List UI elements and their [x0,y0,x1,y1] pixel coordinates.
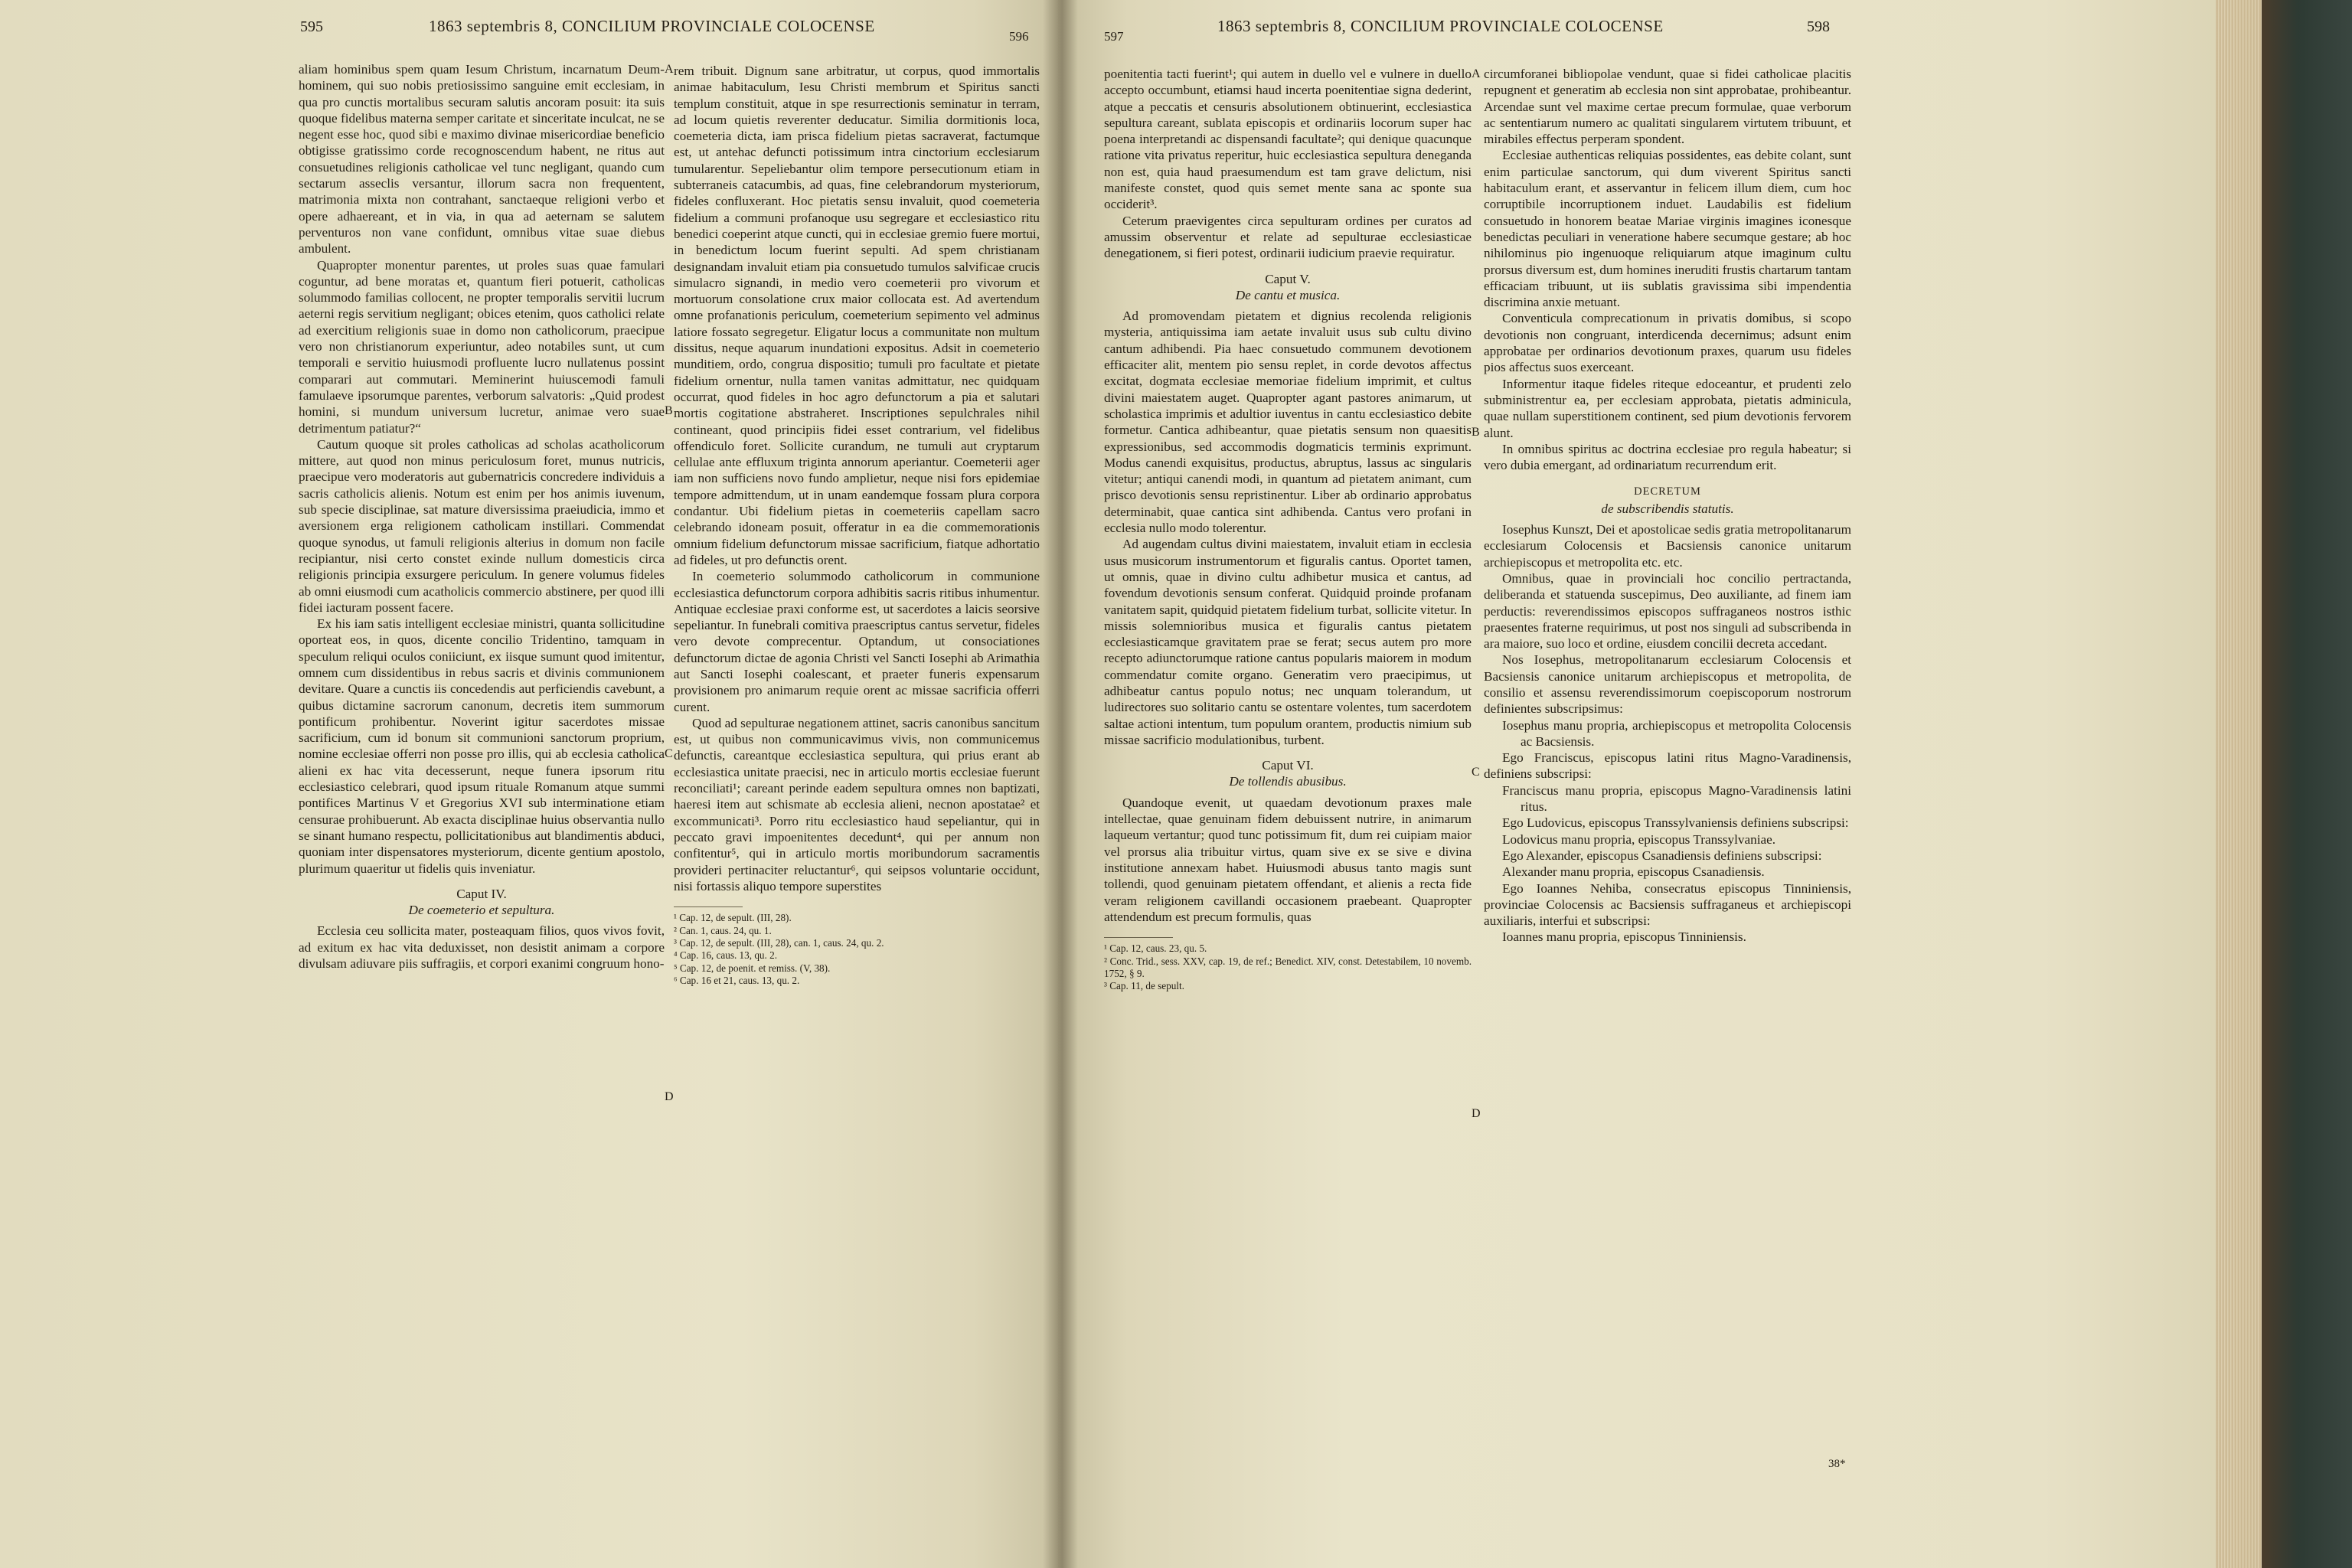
signature-line: Lodovicus manu propria, episcopus Transsylvaniae. [1502,831,1776,847]
paragraph: In omnibus spiritus ac doctrina ecclesiae pro regula habeatur; si vero dubia emergant, ad ordinariatum recurrendum erit. [1484,441,1851,473]
book-cover [2262,0,2352,1568]
signature-declaration: Ego Franciscus, episcopus latini ritus Magno-Varadinensis, definiens subscripsi: [1484,750,1851,782]
caput-v-subtitle: De cantu et musica. [1235,287,1341,302]
right-page-column-b [1484,66,1851,946]
footnote: ² Can. 1, caus. 24, qu. 1. [674,924,772,936]
footnote: ³ Cap. 11, de sepult. [1104,980,1184,992]
caput-v-title: Caput V. [1265,271,1311,286]
signature-declaration: Ego Ludovicus, episcopus Transsylvaniensis definiens subscripsi: [1502,815,1849,831]
footnote: ¹ Cap. 12, de sepult. (III, 28). [674,912,792,924]
sheet-number: 38* [1828,1458,1846,1470]
paragraph: Nos Iosephus, metropolitanarum ecclesiarum Colocensis et Bacsiensis canonice unitarum archiepiscopus et metropolita, de consilio et assensu reverendissimorum coepiscoporum nostrorum definientes subscripsimus: [1484,652,1851,717]
paragraph: Ecclesia ceu sollicita mater, posteaquam filios, quos vivos fovit, ad exitum ex hac vita deduxisset, non desistit animam a corpore divulsam adiuvare piis suffragiis, et corpori exanimi congruum hono- [299,923,665,972]
paragraph: Ad promovendam pietatem et dignius recolenda religionis mysteria, antiquissima iam aetate invaluit usus sub cultu divino cantum adhibendi. Pia haec consuetudo communem devotionem efficaciter alit, mentem pio sensu replet, in corde devotos affectus excitat, dogmata ecclesiae memoriae fidelium imprimit, et cultus divini maiestatem auget. Quapropter agant pastores animarum, ut scholastica imprimis et adultior iuventus in cantu ecclesiastico debite formetur. Cantica adhibeantur, quae pietatis sensum non quaesitis expressionibus, sed accommodis dogmaticis terminis exprimunt. Modus canendi exquisitus, productus, abruptus, lassus ac singularis vitetur; antiqui canendi modi, in quantum ad pietatem animant, cum prisco devotionis sensu repristinentur. Liber ab ordinario approbatus determinabit, quae cantica sint adhibenda. Cantus vero profani in ecclesia nullo modo tolerentur. [1104,309,1472,536]
page-number-598: 598 [1807,18,1830,35]
paragraph: Ceterum praevigentes circa sepulturam ordines per curatos ad amussim observentur et relate ad sepulturae ecclesiasticae denegationem, si fieri potest, ordinarii iudicium praevie requiratur. [1104,213,1472,261]
signature-line: Ioannes manu propria, episcopus Tinniniensis. [1502,929,1746,945]
right-page [1058,0,2216,1568]
paragraph: Omnibus, quae in provinciali hoc concilio pertractanda, deliberanda et statuenda suscepimus, Deo auxiliante, ad finem iam perductis: reverendissimos episcopos suffraganeos nostros isthic praesentes fraterne requirimus, ut post nos singuli ad subscribenda in ara maiore, suo loco et ordine, eiusdem concilii decreta accedant. [1484,570,1851,652]
signature-line: Iosephus manu propria, archiepiscopus et metropolita Colocensis ac Bacsiensis. [1502,717,1851,749]
running-head-left: 1863 septembris 8, CONCILIUM PROVINCIALE COLOCENSE [429,17,875,35]
footnote: ² Conc. Trid., sess. XXV, cap. 19, de ref.; Benedict. XIV, const. Detestabilem, 10 novemb. 1752, § 9. [1104,955,1472,979]
decretum-subtitle: de subscribendis statutis. [1601,501,1734,516]
left-page-column-b [674,63,1040,988]
footnote: ⁴ Cap. 16, caus. 13, qu. 2. [674,949,777,962]
paragraph: poenitentia tacti fuerint¹; qui autem in duello vel e vulnere in duello accepto occumbunt, etiamsi haud incerta poenitentiae signa dederint, atque a peccatis et censuris absolutionem obtinuerint, ecclesiastica sepultura careant, sublata episcopis et ordinariis locorum super hac poena interpretandi ac dispensandi facultate²; qui denique quacunque ratione vita privatus reperitur, huic ecclesiastica sepultura deneganda non est, quia haud praesumendum est tam grave delictum, nisi manifeste constet, quod quis semet mente sana ac sponte sua occiderit³. [1104,67,1472,212]
paragraph: In coemeterio solummodo catholicorum in communione ecclesiastica defunctorum corpora adhibitis sacris ritibus inhumentur. Antiquae ecclesiae praxi conforme est, ut sacerdotes a laicis seorsive sepeliantur. In funebrali comitiva praescriptus cantus servetur, fideles vero devote comprecentur. Optandum, ut consociationes defunctorum dictae de agonia Christi vel Sancti Iosephi ab Arimathia aut Sancti Iosephi coalescant, et praeter funeris expensarum provisionem pro animarum requie orent ac missae sacrificia offerri curent. [674,569,1040,714]
signature-declaration: Ego Ioannes Nehiba, consecratus episcopus Tinniniensis, provinciae Colocensis ac Bacsiensis suffraganeus et archiepiscopi auxiliaris, interfui et subscripsi: [1484,880,1851,929]
page-edges [2216,0,2262,1568]
footnote-rule [1104,937,1173,938]
margin-letter-c: C [1472,766,1480,779]
caput-iv-subtitle: De coemeterio et sepultura. [408,903,555,918]
paragraph: Informentur itaque fideles riteque edoceantur, et prudenti zelo subministrentur ea, per ecclesiam approbata, pietatis adminicula, quae nullam superstitionem continent, sed pium devotionis fervorem alunt. [1484,376,1851,440]
footnote-rule [674,906,743,907]
paragraph: Ex his iam satis intelligent ecclesiae ministri, quanta sollicitudine oporteat eos, in quos, dicente concilio Tridentino, tamquam in speculum reliqui oculos coniiciunt, ex iisque sumunt quod imitentur, omnem cum dissidentibus in rebus sacris et divinis communionem devitare. Quare a cunctis iis concedendis aut perficiendis cavebunt, a quibus dictamine sacrorum canonum, decretis item summorum pontificum prohibentur. Noverint igitur sacerdotes missae sacrificium, cum id bonum sit communioni sanctorum proprium, nomine ecclesiae offerri non posse pro illis, qui ab ecclesia catholica alieni ex hac vita decesserunt, neque funera ipsorum ritu ecclesiastico celebrari, quod ipsum rituale Romanum atque summi pontifices Martinus V et Gregorius XVI sub interminatione etiam censurae prohibuerunt. Ab exacta disciplinae huius observantia nullo se sinant humano respectu, pollicitationibus aut blandimentis abduci, quoniam inter dispensatores mysteriorum, dicente gentium apostolo, plurimum quaeritur ut fidelis quis inveniatur. [299,616,665,876]
margin-letter-b: B [1472,426,1480,439]
caput-vi-subtitle: De tollendis abusibus. [1229,774,1347,789]
decretum-title: DECRETUM [1634,485,1701,498]
footnote: ⁵ Cap. 12, de poenit. et remiss. (V, 38). [674,962,831,974]
footnotes-left [674,912,1040,987]
paragraph: aliam hominibus spem quam Iesum Christum, incarnatum Deum-hominem, qui suo nobis pretiosissimo sanguine emit ecclesiam, in qua pro cunctis mortalibus securam salutis ancoram posuit: ita suis quoque fidelibus materna semper caritate et sinceritate inculcat, ne se negent esse hoc, quod sibi e maximo divinae misericordiae beneficio obtigisse gratissimo corde recognoscendum habent, ne ritus aut consuetudines religionis catholicae vel tunc negligant, quando cum sectarum asseclis versantur, illorum sacra non frequentent, matrimonia mixta non contrahant, sanctaeque religioni verbo et opere adhaereant, et in via, in qua ad aeternam se salutem perventuros non vane confidunt, omnibus vitae suae diebus ambulent. [299,62,665,256]
footnote: ³ Cap. 12, de sepult. (III, 28), can. 1, caus. 24, qu. 2. [674,936,884,949]
margin-letter-a: A [1472,67,1481,80]
paragraph: Iosephus Kunszt, Dei et apostolicae sedis gratia metropolitanarum ecclesiarum Colocensis et Bacsiensis canonice unitarum archiepiscopus et metropolita etc. etc. [1484,522,1851,570]
book-gutter [1043,0,1078,1568]
page-number-595: 595 [300,18,323,35]
paragraph: rem tribuit. Dignum sane arbitratur, ut corpus, quod immortalis animae habitaculum, Iesu Christi membrum et Spiritus sancti templum constituit, atque in spe resurrectionis seminatur in terram, ad locum quietis reverenter deducatur. Similia dormitionis loca, coemeteria dicta, iam prisca fidelium pietas sacraverat, factumque est, ut antehac defuncti potissimum intra cinctorium ecclesiarum tumularentur. Sepeliebantur olim tempore persecutionum etiam in subterraneis catacumbis, ad quas, fine celebrandorum mysteriorum, fideles confluxerant. Hoc pietatis sensu invaluit, quod coemeteria fidelium a communi profanoque usu segregare et ecclesiastico ritu benedici coeperint atque cuncti, qui in ecclesiae gremio fuere mortui, in benedictum locum fuerint sepulti. Ad spem christianam designandam invaluit etiam pia consuetudo tumulos salvificae crucis simulacro signandi, in medio vero coemeterii pro vivorum et mortuorum consolatione crux maior collocata est. Ad avertendum omne profanationis periculum, coemeterium sepimento vel adminus latiore fossato segregetur. Eligatur locus a communitate non multum dissitus, neque aquarum inundationi expositus. Adsit in coemeterio munditiem, ordo, congrua dispositio; tumuli pro facultate et pietate fidelium ornentur, nulla tamen vanitas admittatur, nec quidquam occurrat, quod fideles in hoc agro defunctorum a pia et salutari mortis cogitatione abstraheret. Inscriptiones sepulchrales nihil contineant, quod principiis fidei esset contrarium, vel fidelibus offendiculo foret. Sollicite curandum, ne tumuli aut cryptarum cellulae ante effluxum triginta annorum aperiantur. Coemeterii ager iam non sufficiens novo fundo amplietur, neque nisi fors epidemiae tempore admittendum, ut in unam eandemque fossam plura corpora condantur. Ubi fidelium pietas in coemeteriis capellam sacro celebrando idoneam posuit, offeratur in ea die commemorationis omnium fidelium defunctorum missae sacrificium, fiatque adhortatio ad fideles, ut pro defunctis orent. [674,64,1040,567]
page-number-597: 597 [1104,29,1124,44]
paragraph: Ecclesiae authenticas reliquias possidentes, eas debite colant, sunt enim particulae sanctorum, qui dum viverent Spiritus sancti habitaculum erant, et asservantur in felicem illum diem, cum hoc corruptibile incorruptionem induet. Laudabilis est fidelium consuetudo in honorem beatae Mariae virginis imagines iconesque benedictas peculiari in veneratione habere secumque gestare; ab hoc nihilominus pio ingenuoque reliquiarum atque imaginum cultu prorsus diversum est, dum homines ineruditi frustis chartarum tantam efficaciam tribuunt, ut iis sublatis gravissima sibi impendentia discrimina anxie metuant. [1484,148,1851,310]
paragraph: circumforanei bibliopolae vendunt, quae si fidei catholicae placitis repugnent et generatim ab ecclesia non sint approbatae, prohibeantur. Arcendae sunt vel maxime certae precum formulae, quae verborum ac sententiarum numero ac qualitati singularem virtutem tribuunt, et mirabiles effectus perperam spondent. [1484,67,1851,147]
caput-vi-title: Caput VI. [1262,758,1314,773]
margin-letter-b: B [665,404,673,417]
paragraph: Quapropter monentur parentes, ut proles suas quae famulari coguntur, ad bene moratas et, quantum fieri potuerit, catholicas solummodo familias collocent, ne propter temporalis servitii lucrum aeterni regis servitium negligant; obices etenim, quos catholici relate ad exercitium religionis suae in domo non catholicorum, praecipue vero non christianorum experiuntur, adeo notabiles sunt, ut cum temporali e servitio huiusmodi profluente lucro nullatenus possint comparari aut commutari. Meminerint huiuscemodi famuli famulaeve ipsorumque parentes, verborum salvatoris: „Quid prodest homini, si mundum universum lucretur, animae vero suae detrimentum patiatur?“ [299,257,665,436]
margin-letter-d: D [665,1090,674,1103]
running-head-right: 1863 septembris 8, CONCILIUM PROVINCIALE COLOCENSE [1217,17,1664,35]
margin-letter-d: D [1472,1107,1481,1120]
left-page-column-a [299,61,665,972]
right-page-column-a [1104,66,1472,993]
left-page [0,0,1058,1568]
paragraph: Quod ad sepulturae negationem attinet, sacris canonibus sancitum est, ut quibus non communicavimus vivis, non communicemus defunctis, careantque ecclesiastica sepultura, qui prius erant ab ecclesiastica unitate praecisi, nec in articulo mortis ecclesiae fuerunt reconciliati¹; careant perinde eadem sepultura omnes non baptizati, haeresi item aut schismate ab ecclesia alieni, necnon apostatae² et excommunicati³. Porro ritu ecclesiastico haud sepeliantur, qui in peccato gravi impoenitentes decedunt⁴, qui per annum non confitentur⁵, qui in articulo mortis moribundorum sacramentis provideri pertinaciter reluctantur⁶, qui seipsos voluntarie occidunt, nisi fortassis aliquo tempore superstites [674,715,1040,893]
footnote: ¹ Cap. 12, caus. 23, qu. 5. [1104,942,1207,955]
signature-declaration: Ego Alexander, episcopus Csanadiensis definiens subscripsi: [1502,848,1822,863]
margin-letter-a: A [665,63,674,76]
margin-letter-c: C [665,747,673,760]
page-number-596: 596 [1009,29,1029,44]
signature-line: Alexander manu propria, episcopus Csanadiensis. [1502,864,1765,880]
caput-iv-title: Caput IV. [456,886,507,901]
footnotes-right [1104,942,1472,993]
paragraph: Conventicula comprecationum in privatis domibus, si scopo devotionis non congruant, interdicenda decernimus; adsunt enim approbatae per ordinarios devotionum praxes, quarum usu fideles pios affectus suos exerceant. [1484,311,1851,375]
paragraph: Ad augendam cultus divini maiestatem, invaluit etiam in ecclesia usus musicorum instrumentorum et figuralis cantus. Oportet tamen, ut omnis, quae in divino cultu adhibetur musica et cantus, ad fovendum devotionis sensum conferat. Quidquid proinde profanam vanitatem sapit, quidquid pietatem fidelium turbat, sollicite vitetur. In missis solemnioribus musica et figuralis cantus pietatem ecclesiasticamque gravitatem prae se ferat; secus autem pro more recepto adiunctorumque ratione cantus popularis maiorem in modum commendatur comite organo. Generatim vero praecipimus, ut adhibeatur cantus populo notus; nec unquam tolerandum, ut ludirectores suo solitario cantu se ostentare volentes, tum sacerdotem saltae actioni intentum, tum populum orantem, productis nimium sub missae sacrificio modulationibus, turbent. [1104,537,1472,747]
paragraph: Quandoque evenit, ut quaedam devotionum praxes male intellectae, quae genuinam fidem debuissent nutrire, in animarum laqueum vertantur; quod tunc potissimum fit, dum rei cuipiam maior vel prorsus alia tribuitur virtus, quam sive ex se sive e divina institutione annexam habet. Huiusmodi abusus tanto magis sunt tollendi, quod genuinam pietatem offendant, et alienis a recta fide veram religionem cavillandi occasionem praebeant. Quapropter attendendum est precum formulis, quas [1104,795,1472,924]
signature-line: Franciscus manu propria, episcopus Magno-Varadinensis latini ritus. [1502,782,1851,815]
footnote: ⁶ Cap. 16 et 21, caus. 13, qu. 2. [674,975,800,987]
paragraph: Cautum quoque sit proles catholicas ad scholas acatholicorum mittere, aut quod non minus periculosum foret, munus nutricis, praecipue vero moderatoris aut gubernatricis concredere individuis a sacris catholicis alienis. Notum est enim per hos animis iuvenum, sub specie disciplinae, sat mature diversissima praeiudicia, immo et aversionem erga religionem catholicam instillari. Commendat quoque synodus, ut famuli religionis alterius in domum non facile recipiantur, nisi certo constet exinde nullum domesticis circa religionis principia exsurgere periculum. In genere volumus fideles ab omni eiusmodi cum acatholicis commercio abstinere, per quod illi fidei iacturam possent facere. [299,436,665,615]
